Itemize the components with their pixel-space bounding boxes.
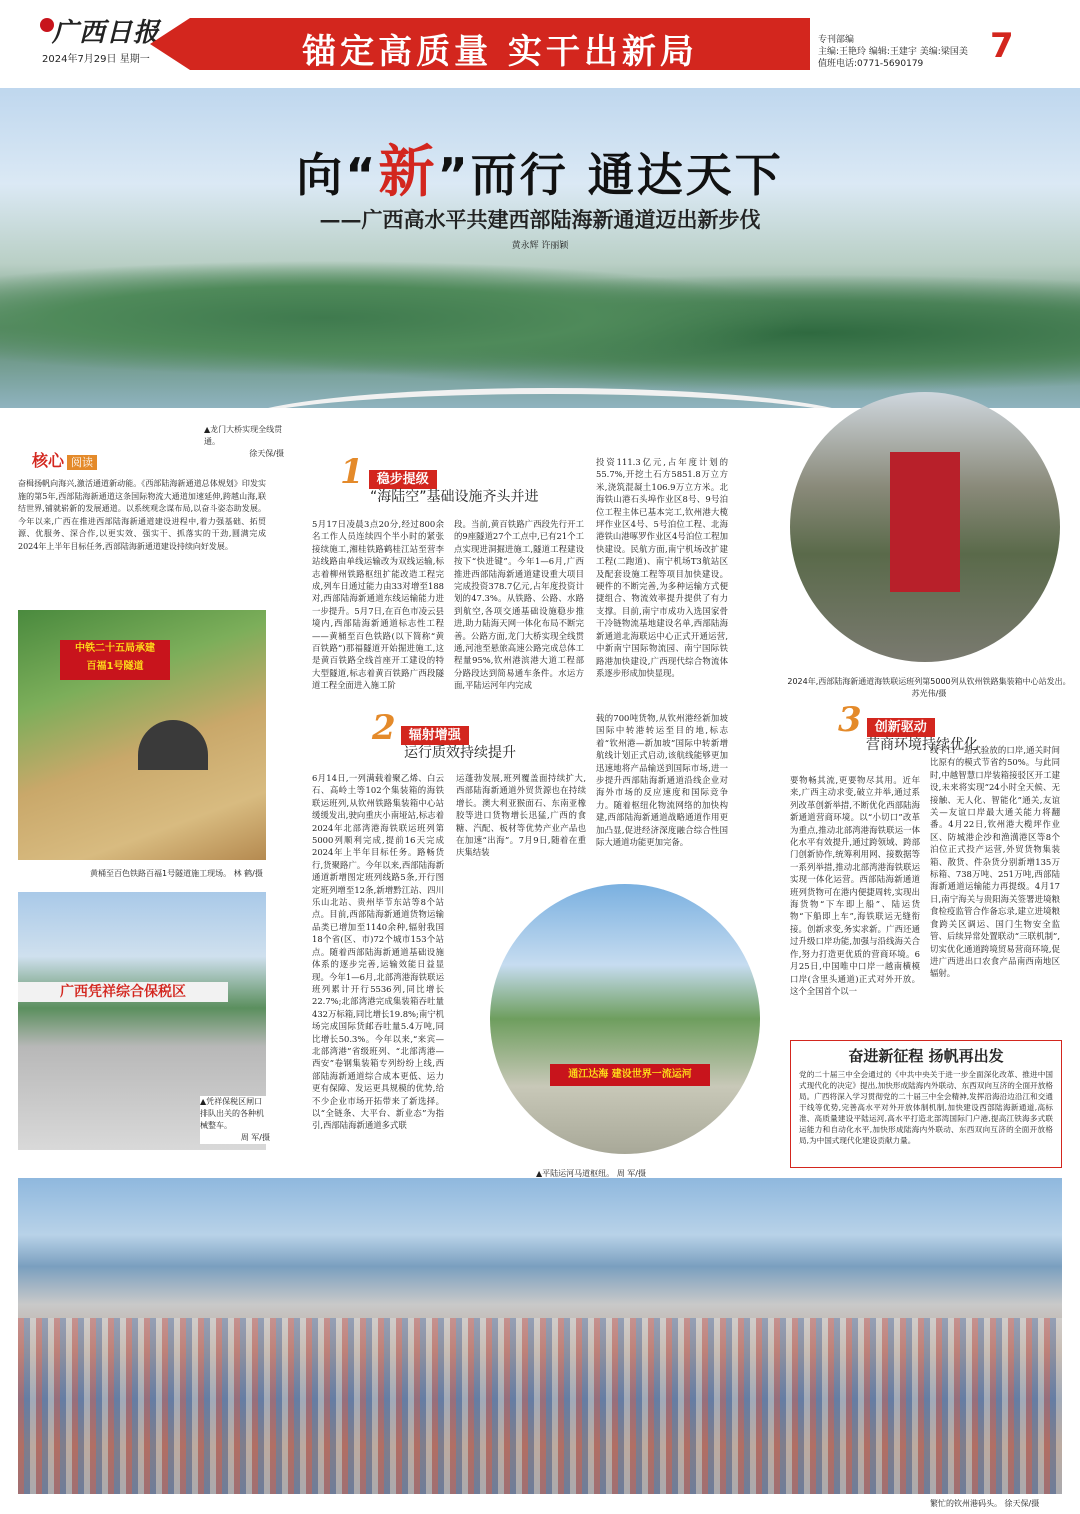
tunnel-caption: 黄桶至百色铁路百福1号隧道施工现场。 林 鹤/摄 xyxy=(90,869,263,878)
banner-arrow xyxy=(150,18,190,70)
section1-col3: 投资111.3亿元,占年度计划的55.7%,开挖土石方5851.8万立方米,浇筑混凝土106.9万立方米。北海铁山港石头埠作业区8号、9号泊位工程主体已基本完工,钦州港大榄坪作业区4号、5号泊位工程、北海港铁山港啄罗作业区4号泊位工程加快建设。民航方面,南宁机场改扩建工程(二跑道)、南宁机场T3航站区及配套设施工程等项目加快建设。硬件的不断完善,为多种运输方式便捷组合、物流效率提升提供了有力支撑。目前,南宁市成功入选国家骨干冷链物流基地建设名单,西部陆海新通道北海联运中心正式开通运营,中新南宁国际物流园、南宁国际铁路港加快建设,广西现代综合物流体系逐步形成加快显现。 xyxy=(596,457,728,678)
canal-caption: ▲平陆运河马道枢纽。 周 军/摄 xyxy=(536,1169,646,1178)
closing-title: 奋进新征程 扬帆再出发 xyxy=(848,1047,1004,1065)
section1-title: “海陆空”基础设施齐头并进 xyxy=(370,489,539,505)
border-caption: ▲凭祥保税区闸口排队出关的各种机械整车。 周 军/摄 xyxy=(200,1097,270,1142)
canal-photo xyxy=(490,884,760,1154)
section2-tag: 辐射增强 xyxy=(401,726,469,745)
theme-banner-text: 锚定高质量 实干出新局 xyxy=(302,32,698,72)
port-caption: 繁忙的钦州港码头。 徐天保/摄 xyxy=(930,1499,1040,1508)
section1-heading: 1 稳步提级 “海陆空”基础设施齐头并进 xyxy=(340,452,539,505)
section1-col1: 5月17日凌晨3点20分,经过800余名工作人员连续四个半小时的紧张接续施工,湘桂铁路鹤桂江站至营李站线路由单线运输改为双线运输,标志着柳州铁路枢纽扩能改造工程完成,列车日通过能力由33对增至188对,西部陆海新通道东线运输能力进一步提升。5月7日,在百色市凌云县境内,西部陆海新通道标志性工程——黄桶至百色铁路(以下简称“黄百铁路”)那福隧道开始掘进施工,这是黄百铁路全线首座开工建设的特大型隧道,标志着黄百铁路广西段隧道工程全面进入施工阶 xyxy=(312,519,444,691)
subtitle: ——广西高水平共建西部陆海新通道迈出新步伐 xyxy=(319,207,761,232)
train-caption: 2024年,西部陆海新通道海铁联运班列第5000列从钦州铁路集装箱中心站发出。 苏光伟/摄 xyxy=(787,677,1071,698)
headline-accent: 新 xyxy=(378,140,438,205)
closing-box xyxy=(790,1040,1062,1168)
core-reading-text: 奋楫扬帆向海兴,激活通道新动能。《西部陆海新通道总体规划》印发实施的第5年,西部陆海新通道这条国际物流大通道加速延伸,跨越山海,联结世界,铺就崭新的发展通道。以系统观念谋布局,以奋斗姿态助发展。今年以来,广西在推进西部陆海新通道建设进程中,着力强基础、拓贸源、优服务、深合作,以更实效、强实干、抓落实的干劲,圆满完成2024年上半年目标任务,西部陆海新通道建设持续向好发展。 xyxy=(18,479,266,551)
container-yard xyxy=(18,1318,1062,1494)
section2-title: 运行质效持续提升 xyxy=(404,745,516,761)
section3-tag: 创新驱动 xyxy=(867,718,935,737)
masthead xyxy=(0,0,1080,88)
section2-col3: 载的700吨货物,从钦州港经新加坡国际中转港转运至目的地,标志着“钦州港—新加坡”国际中转新增航线计划正式启动,该航线能够更加迅速地将产品输送到国际市场,进一步提升西部陆海新通道沿线企业对海外市场的反应速度和国际竞争力。随着枢纽化物流网络的加快构建,西部陆海新通道战略通道作用更加凸显,促进经济深度融合综合性国际大通道功能更加完备。 xyxy=(596,713,728,848)
canal-sign: 通江达海 建设世界一流运河 xyxy=(550,1064,710,1086)
section1-tag: 稳步提级 xyxy=(369,470,437,489)
section3-col1: 要物畅其流,更要物尽其用。近年来,广西主动求变,破立并举,通过系列改革创新举措,不断优化西部陆海新通道营商环境。以“小切口”改革为重点,推动北部湾港海铁联运一体化水平有效提升,通过跨领域、跨部门创新协作,统筹利用网、接数据等一系列举措,推动北部湾港海铁联运实现一体化运营。西部陆海新通道班列货物可在港内便捷周转,实现出海货物“下车即上船”、陆运货物“下船即上车”,海铁联运无缝衔接。创新求变,务实求新。广西还通过升级口岸功能,加强与沿线海关合作,努力打造更优质的营商环境。6月25日,中国唯中口岸一越南横模口岸(含里头通道)正式对外开放。这个全国首个以一 xyxy=(790,775,920,996)
train-photo xyxy=(790,392,1060,662)
port-photo xyxy=(18,1178,1062,1494)
section2-heading: 2 辐射增强 运行质效持续提升 xyxy=(372,708,516,761)
tunnel-sign: 中铁二十五局承建 百福1号隧道 xyxy=(60,640,170,680)
locomotive-shape xyxy=(890,452,960,592)
authors: 黄永辉 许丽颖 xyxy=(511,241,569,251)
bridge-caption: ▲龙门大桥实现全线贯通。 徐天保/摄 xyxy=(204,425,284,458)
tunnel-entrance xyxy=(138,720,208,770)
page-number: 7 xyxy=(990,26,1014,66)
newspaper-logo: 广西日报 xyxy=(52,18,161,48)
core-reading-label: 核心 阅读 xyxy=(32,448,97,471)
section3-col2: 线卡口一站式验放的口岸,通关时间比原有的模式节省约50%。与此同时,中越智慧口岸装箱接驳区开工建设,未来将实现“24小时全天候、无接触、无人化、智能化”通关,友谊关—友谊口岸最大通关能力将翻番。4月22日,钦州港大榄坪作业区、防城港企沙和渔澫港区等8个泊位正式投产运营,外贸货物集装箱、散货、件杂货分别新增135万标箱、738万吨、251万吨,西部陆海新通道运输能力再提级。4月17日,南宁海关与贵阳海关签署进境粮食检疫监管合作备忘录,建立进境粮食跨关区调运、国门生物安全监管、后续异常处置联动“三联机制”,切实优化通道跨境贸易营商环境,促进广西进出口农食产品南西南地区辐射。 xyxy=(930,745,1060,979)
editor-info: 专刊部编 主编:王艳玲 编辑:王建宇 美编:梁国美 值班电话:0771-5690179 xyxy=(818,35,968,69)
closing-text: 党的二十届三中全会通过的《中共中央关于进一步全面深化改革、推进中国式现代化的决定》提出,加快形成陆海内外联动、东西双向互济的全面开放格局。广西将深入学习贯彻党的二十届三中全会精神,发挥沿海沿边沿江和交通干线等优势,完善高水平对外开放体制机制,加快建设西部陆海新通道,高标准、高质量建设平陆运河,高水平打造北部湾国际门户港,提高江铁海多式联运能力和自动化水平,加快形成陆海内外联动、东西双向互济的全面开放格局,为中国式现代化建设贡献力量。 xyxy=(799,1070,1053,1145)
section1-col2: 段。当前,黄百铁路广西段先行开工的9座隧道27个工点中,已有21个工点实现进洞掘进施工,隧道工程建设按下“快进键”。今年1—6月,广西推进西部陆海新通道建设重大项目完成投资378.7亿元,占年度投资计划的47.3%。从铁路、公路、水路到航空,各项交通基础设施稳步推进,助力陆海天网一体化布局不断完善。公路方面,龙门大桥实现全线贯通,河池至悬旅高速公路完成总体工程量95%,钦州港滨港大道工程部分路段达到简易通车条件。水运方面,平陆运河年内完成 xyxy=(454,519,584,691)
border-sign: 广西凭祥综合保税区 xyxy=(18,982,228,1002)
section2-col1: 6月14日,一列满载着聚乙烯、白云石、高岭土等102个集装箱的海铁联运班列,从钦州铁路集装箱中心站缓缓发出,驶向重庆小南垭站,标志着2024年北部湾港海铁联运班列第5000列顺利完成,提前16天完成2024年上半年目标任务。路畅货行,货聚路广。今年以来,西部陆海新通道新增图定班列线路5条,开行图定班列增至12条,新增黔江站、四川乐山北站、贵州毕节东站等8个站点。目前,西部陆海新通道货物运输品类已增加至1140余种,辐射我国18个省(区、市)72个城市153个站点。随着西部陆海新通道基础设施体系的逐步完善,运输效能日益显现。今年1—6月,北部湾港海铁联运班列累计开行5536列,同比增长22.7%;北部湾港完成集装箱吞吐量432万标箱,同比增长19.8%;南宁机场完成国际货邮吞吐量5.4万吨,同比增长50.3%。今年以来,“来宾—北部湾港”省级班列、“北部湾港—西安”卷钢集装箱专列纷纷上线,西部陆海新通道综合成本更低、运力更有保障、发运更具规模的优势,给不少企业市场开拓带来了新选择。以“全链条、大平台、新业态”为指引,西部陆海新通道多式联 xyxy=(312,773,444,1131)
issue-date: 2024年7月29日 星期一 xyxy=(42,54,150,65)
section2-col2: 运蓬勃发展,班列覆盖面持续扩大,西部陆海新通道外贸货源也在持续增长。澳大利亚猴面石、东南亚橡胶等进口货物增长迅猛,广西的食糖、汽配、板材等优势产业产品也在加速“出海”。7月9日,随着在重庆集结装 xyxy=(456,773,586,858)
section3-title: 营商环境持续优化 xyxy=(866,737,978,753)
section3-heading: 3 创新驱动 营商环境持续优化 xyxy=(838,700,978,753)
tunnel-photo xyxy=(18,610,266,860)
headline: 向“新”而行 通达天下 xyxy=(296,140,784,205)
